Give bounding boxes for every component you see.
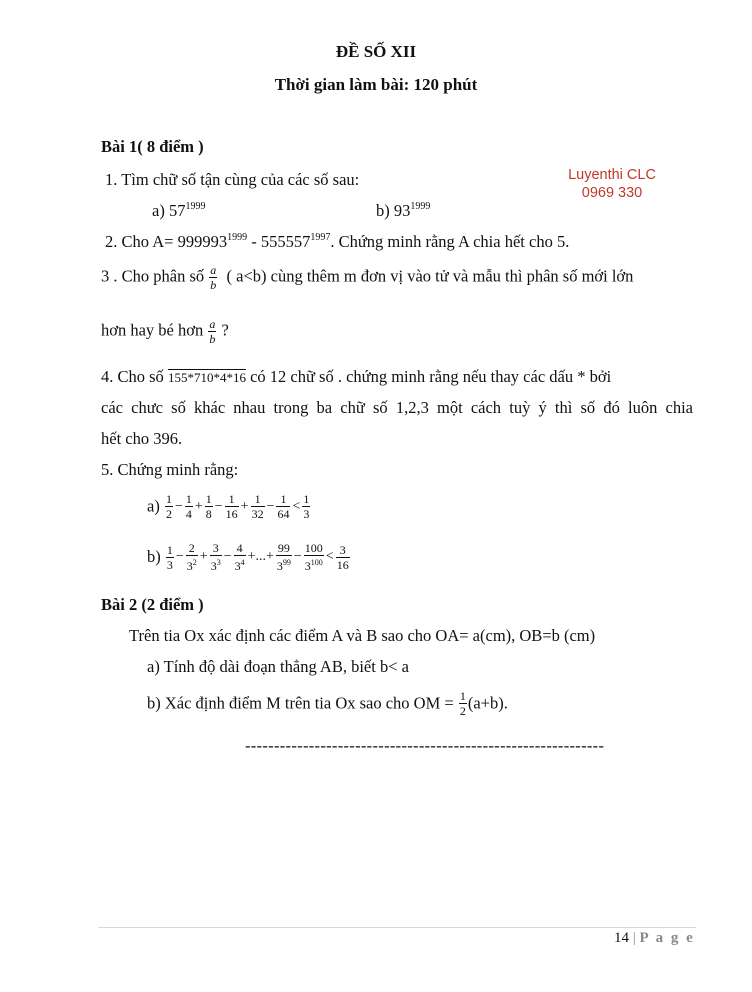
q5-b-fraction: $\frac{100}{3^{100}}$ [304, 541, 323, 573]
watermark-line2: 0969 330 [581, 185, 643, 201]
q1-a-exp: 1999 [185, 201, 206, 212]
divider-dashes: -------------------------------------------------------------- [245, 736, 605, 755]
q5-b-fraction: $\frac{3}{16}$ [336, 542, 349, 572]
bai2-b [147, 689, 508, 718]
q5-a-operator: < [292, 498, 301, 514]
q5-b-operator: + [199, 549, 208, 564]
page-separator: | [632, 930, 636, 946]
q5-b-operator: < [325, 549, 334, 564]
bai2-b-pre: b) Xác định điểm M trên tia Ox sao cho OM = [147, 693, 454, 713]
q5-a-fraction: $\frac{1}{3}$ [303, 492, 310, 521]
watermark-line1: Luyenthi CLC [568, 167, 656, 183]
q5-a-operator: + [240, 498, 249, 514]
bai1-heading: Bài 1( 8 điểm ) [101, 137, 204, 156]
bai2-heading: Bài 2 (2 điểm ) [101, 595, 204, 614]
q5-a-fraction: $\frac{1}{8}$ [205, 492, 212, 521]
q2-pre: 2. Cho A= 999993 [105, 232, 228, 251]
q1-b-base: 93 [393, 201, 411, 220]
q4-post: có 12 chữ số . chứng minh rằng nếu thay các dấu * bởi [250, 367, 612, 386]
q3-line1 [101, 263, 633, 292]
q4-pre: 4. Cho số [101, 367, 164, 386]
q5-b-fraction: $\frac{4}{3^4}$ [234, 541, 245, 573]
q1-a-label: a) [152, 201, 165, 220]
q5-a-fraction: $\frac{1}{16}$ [225, 492, 238, 521]
q5-a-fraction: $\frac{1}{64}$ [277, 492, 290, 521]
q5-b-fraction: $\frac{3}{3^3}$ [210, 541, 221, 573]
q1-b [376, 201, 430, 221]
q5-a [147, 492, 311, 521]
bai2-intro: Trên tia Ox xác định các điểm A và B sao cho OA= a(cm), OB=b (cm) [129, 626, 596, 645]
q3-fraction-2: $\frac{a}{b}$ [209, 317, 216, 346]
q5-a-label: a) [147, 496, 160, 516]
q5-b-label: b) [147, 547, 161, 566]
q5-a-fraction: $\frac{1}{2}$ [165, 492, 172, 521]
q3-fraction: $\frac{a}{b}$ [210, 263, 217, 292]
q5-a-operator: − [266, 498, 275, 514]
q5-b-operator: − [175, 549, 184, 564]
q3-line2-post: ? [221, 320, 229, 340]
q3-line2-pre: hơn hay bé hơn [101, 320, 204, 340]
q2-post: . Chứng minh rằng A chia hết cho 5. [330, 232, 570, 251]
q5-a-expression [164, 492, 311, 521]
q4-line2: các chưc số khác nhau trong ba chữ số 1,2,3 một cách tuỳ ý thì số đó luôn chia [101, 398, 693, 417]
bai2-a: a) Tính độ dài đoạn thẳng AB, biết b< a [147, 657, 409, 676]
q5-a-operator: − [214, 498, 223, 514]
page-title: ĐỀ SỐ XII [335, 42, 417, 61]
page-footer [614, 930, 695, 947]
q2-exp2: 1997 [310, 232, 331, 243]
bai2-b-fraction: $\frac{1}{2}$ [459, 689, 466, 718]
bai2-b-post: (a+b). [467, 693, 508, 713]
q5-b-operator: − [223, 549, 232, 564]
q5-a-fraction: $\frac{1}{4}$ [185, 492, 192, 521]
q4-line3: hết cho 396. [101, 429, 183, 448]
q4-number: 155*710*4*16 [167, 370, 246, 385]
q5-text: 5. Chứng minh rằng: [101, 460, 239, 479]
q5-b-fraction: $\frac{99}{3^{99}}$ [276, 541, 291, 573]
q1-b-exp: 1999 [410, 201, 431, 212]
q5-b-fraction: $\frac{1}{3}$ [166, 542, 173, 572]
q5-b-expression [165, 541, 351, 573]
q1-a [152, 201, 205, 221]
time-limit: Thời gian làm bài: 120 phút [274, 75, 478, 94]
q3-post: ( a<b) cùng thêm m đơn vị vào tử và mẫu thì phân số mới lớn [226, 266, 634, 286]
q2-exp1: 1999 [227, 232, 248, 243]
page-number: 14 [614, 930, 629, 946]
q5-a-fraction: $\frac{1}{32}$ [251, 492, 264, 521]
q5-b-operator: − [293, 549, 302, 564]
q5-b-operator: +...+ [247, 549, 274, 564]
q5-a-operator: + [194, 498, 203, 514]
q5-a-operator: − [174, 498, 183, 514]
page-word: P a g e [639, 930, 695, 946]
q5-b-fraction: $\frac{2}{3^2}$ [186, 541, 197, 573]
q1-text: 1. Tìm chữ số tận cùng của các số sau: [105, 170, 360, 189]
q4-line1 [101, 367, 611, 387]
q5-b [147, 541, 351, 573]
footer-divider [98, 927, 696, 928]
q1-a-base: 57 [168, 201, 186, 220]
q2-text [105, 232, 569, 252]
q2-mid: - 555557 [247, 232, 311, 251]
q1-b-label: b) [376, 201, 390, 220]
q3-line2 [101, 317, 229, 346]
q3-pre: 3 . Cho phân số [101, 266, 205, 286]
